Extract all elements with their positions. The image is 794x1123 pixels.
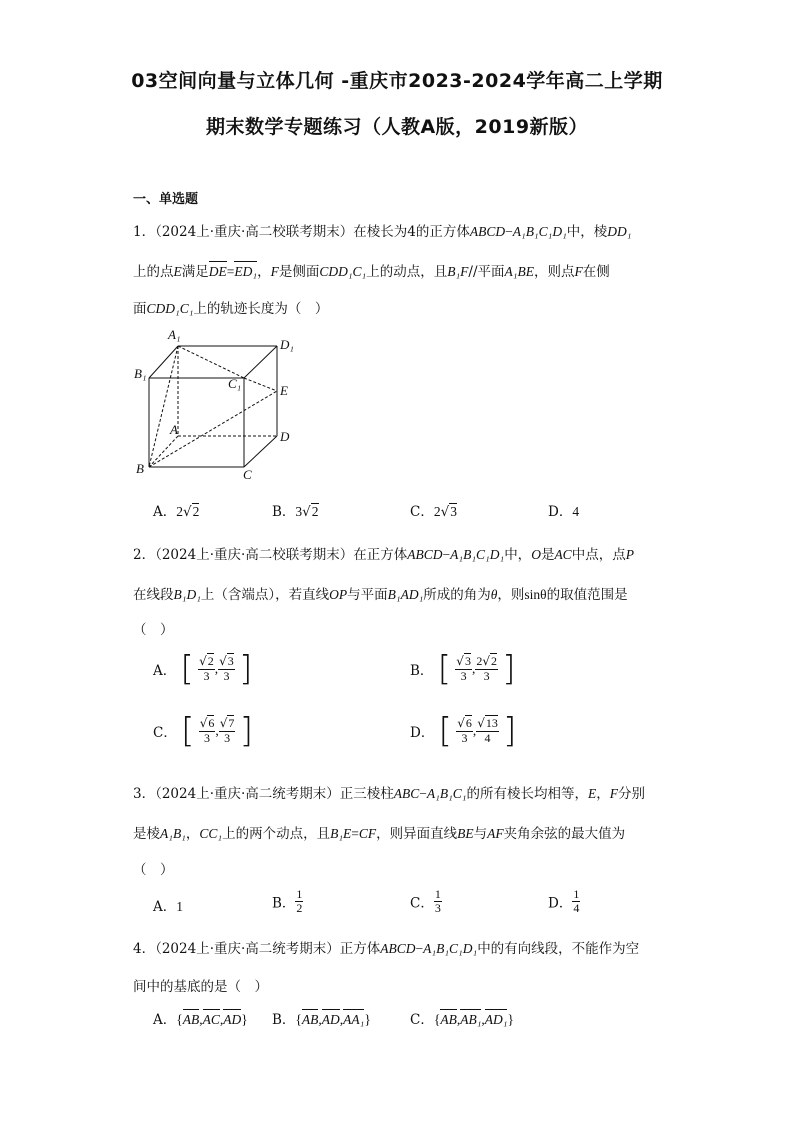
q3-line-1: 3．（2024上·重庆·高二统考期末）正三棱柱ABC−A₁B₁C₁的所有棱长均相等，E，F分别	[133, 786, 645, 802]
q1-option-a[interactable]: A．2√2	[153, 504, 200, 520]
label-D: D	[280, 429, 290, 444]
q3-line-2: 是棱A₁B₁，CC₁上的两个动点，且B₁E=CF，则异面直线BE与AF夹角余弦的最大值为	[133, 826, 626, 842]
q3-option-a[interactable]: A．1	[153, 899, 183, 915]
q3-option-b[interactable]: B． $\frac{1}{2}$	[272, 887, 303, 916]
q3-option-c[interactable]: C． $\frac{1}{3}$	[410, 887, 441, 916]
q2-line-2: 在线段B₁D₁上（含端点），若直线OP与平面B₁AD₁所成的角为θ，则sinθ的取值范围是	[133, 587, 628, 603]
label-E: E	[280, 383, 288, 398]
q2-option-d[interactable]: D． [ $\frac{√6}{3}$ , $\frac{√13}{4}$ ]	[410, 711, 517, 751]
q2-line-3: （ ）	[133, 622, 174, 638]
section-heading: 一、单选题	[133, 192, 199, 207]
q4-line-1: 4．（2024上·重庆·高二统考期末）正方体ABCD−A₁B₁C₁D₁中的有向线段，不能作为空	[133, 941, 640, 957]
q1-line-1: 1．（2024上·重庆·高二校联考期末）在棱长为4的正方体ABCD−A₁B₁C₁D₁中，棱DD₁	[133, 224, 632, 240]
document-title-line-2: 期末数学专题练习（人教A版，2019新版）	[205, 116, 589, 138]
q2-option-c[interactable]: C． [ $\frac{√6}{3}$ , $\frac{√7}{3}$ ]	[153, 711, 253, 751]
q4-line-2: 间中的基底的是（ ）	[133, 979, 268, 995]
label-D1: D₁	[280, 337, 294, 352]
label-B: B	[136, 461, 144, 476]
label-A1: A₁	[168, 327, 181, 342]
q2-option-a[interactable]: A． [ $\frac{√2}{3}$ , $\frac{√3}{3}$ ]	[153, 649, 253, 689]
q4-option-c[interactable]: C．{AB,AB₁,AD₁}	[410, 1012, 514, 1028]
document-title-line-1: 03空间向量与立体几何 -重庆市2023-2024学年高二上学期	[131, 70, 663, 92]
q3-line-3: （ ）	[133, 862, 174, 878]
q1-option-b[interactable]: B．3√2	[272, 504, 319, 520]
q1-option-c[interactable]: C．2√3	[410, 504, 457, 520]
q4-option-b[interactable]: B．{AB,AD,AA₁}	[272, 1012, 371, 1028]
q1-line-3: 面CDD₁C₁上的轨迹长度为（ ）	[133, 301, 329, 317]
q1-option-d[interactable]: D．4	[548, 504, 580, 520]
label-C: C	[243, 467, 252, 482]
q3-option-d[interactable]: D． $\frac{1}{4}$	[548, 887, 580, 916]
q1-line-2: 上的点E满足DE=ED₁，F是侧面CDD₁C₁上的动点，且B₁F//平面A₁BE，则点F在侧	[133, 264, 610, 280]
label-C1: C₁	[228, 376, 242, 391]
label-B1: B₁	[134, 366, 147, 381]
label-A: A	[170, 422, 178, 437]
q2-option-b[interactable]: B． [ $\frac{√3}{3}$ , $\frac{2√2}{3}$ ]	[410, 649, 516, 689]
q2-line-1: 2．（2024上·重庆·高二校联考期末）在正方体ABCD−A₁B₁C₁D₁中，O是AC中点，点P	[133, 547, 634, 563]
q4-option-a[interactable]: A．{AB,AC,AD}	[153, 1012, 248, 1028]
cube-figure	[130, 325, 300, 485]
